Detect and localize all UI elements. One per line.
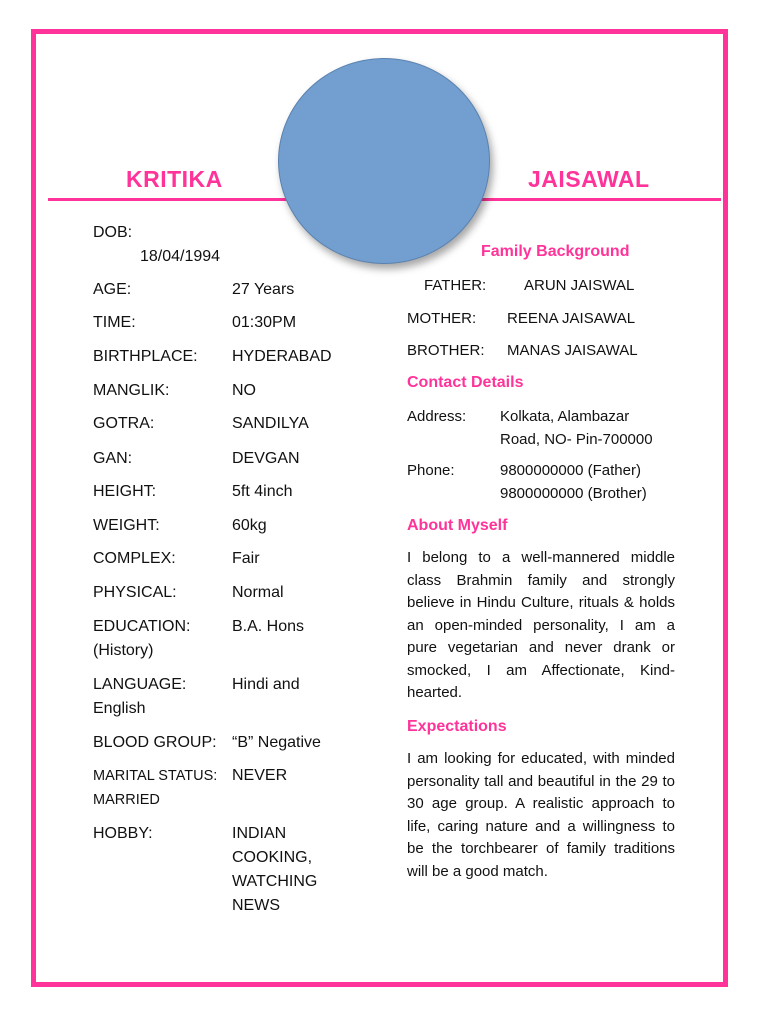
detail-key: GAN:	[93, 450, 133, 467]
detail-key: LANGUAGE:	[93, 676, 187, 693]
detail-value: NEVER	[232, 767, 288, 784]
detail-key: HOBBY:	[93, 825, 153, 842]
address-line: Road, NO- Pin-700000	[500, 431, 653, 448]
detail-key: TIME:	[93, 314, 136, 331]
first-name: KRITIKA	[126, 166, 223, 192]
address-value	[500, 405, 675, 451]
detail-key: WEIGHT:	[93, 517, 160, 534]
detail-value: Hindi and	[232, 676, 300, 693]
detail-value: HYDERABAD	[232, 348, 332, 365]
member-name: ARUN JAISWAL	[524, 277, 635, 294]
phone-line: 9800000000 (Father)	[500, 462, 641, 479]
detail-key: GOTRA:	[93, 415, 155, 432]
detail-key-cont: MARRIED	[93, 792, 160, 808]
detail-key: BLOOD GROUP:	[93, 734, 217, 751]
detail-value: DEVGAN	[232, 450, 300, 467]
detail-value: Fair	[232, 550, 260, 567]
detail-value: Normal	[232, 584, 284, 601]
detail-value: INDIAN	[232, 825, 287, 842]
last-name: JAISAWAL	[528, 166, 650, 192]
expectations-text: I am looking for educated, with minded personality tall and beautiful in the 29 to 30 age group. A realistic approach to life, caring nature and a willingness to be the torchbearer of family traditions will be a good match.	[407, 750, 675, 880]
address-line: Kolkata, Alambazar	[500, 408, 630, 425]
about-text: I belong to a well-mannered middle class Brahmin family and strongly believe in Hindu Culture, rituals & holds an open-minded personality, I am a pure vegetarian and never drank or smocked, I am Affectionate, Kind-hearted.	[407, 549, 675, 701]
detail-key: AGE:	[93, 281, 132, 298]
detail-key: MARITAL STATUS:	[93, 768, 218, 784]
detail-key-cont: (History)	[93, 642, 154, 659]
detail-value: B.A. Hons	[232, 618, 305, 635]
personal-details	[93, 222, 353, 914]
address-label: Address:	[407, 408, 467, 425]
expectations-heading: Expectations	[407, 718, 507, 735]
detail-value: 01:30PM	[232, 314, 297, 331]
detail-value: 5ft 4inch	[232, 483, 293, 500]
detail-value: NO	[232, 382, 256, 399]
contact-heading: Contact Details	[407, 374, 524, 391]
detail-value: SANDILYA	[232, 415, 309, 432]
dob-value: 18/04/1994	[140, 248, 221, 265]
family-heading: Family Background	[481, 243, 630, 260]
detail-value: “B” Negative	[232, 734, 321, 751]
detail-value: 60kg	[232, 517, 267, 534]
member-name: REENA JAISAWAL	[507, 310, 636, 327]
detail-key: COMPLEX:	[93, 550, 176, 567]
detail-value-cont: NEWS	[232, 897, 280, 914]
phone-line: 9800000000 (Brother)	[500, 485, 647, 502]
about-heading: About Myself	[407, 517, 508, 534]
detail-key: PHYSICAL:	[93, 584, 177, 601]
detail-value-cont: WATCHING	[232, 873, 318, 890]
relation-label: BROTHER:	[407, 342, 485, 359]
detail-key: HEIGHT:	[93, 483, 157, 500]
phone-label: Phone:	[407, 462, 455, 479]
member-name: MANAS JAISAWAL	[507, 342, 638, 359]
detail-value-cont: COOKING,	[232, 849, 313, 866]
relation-label: MOTHER:	[407, 310, 477, 327]
dob-label: DOB:	[93, 224, 133, 241]
phone-value	[500, 459, 675, 505]
relation-label: FATHER:	[424, 277, 487, 294]
detail-key: EDUCATION:	[93, 618, 191, 635]
detail-value: 27 Years	[232, 281, 295, 298]
detail-key: MANGLIK:	[93, 382, 170, 399]
detail-key-cont: English	[93, 700, 146, 717]
detail-key: BIRTHPLACE:	[93, 348, 198, 365]
